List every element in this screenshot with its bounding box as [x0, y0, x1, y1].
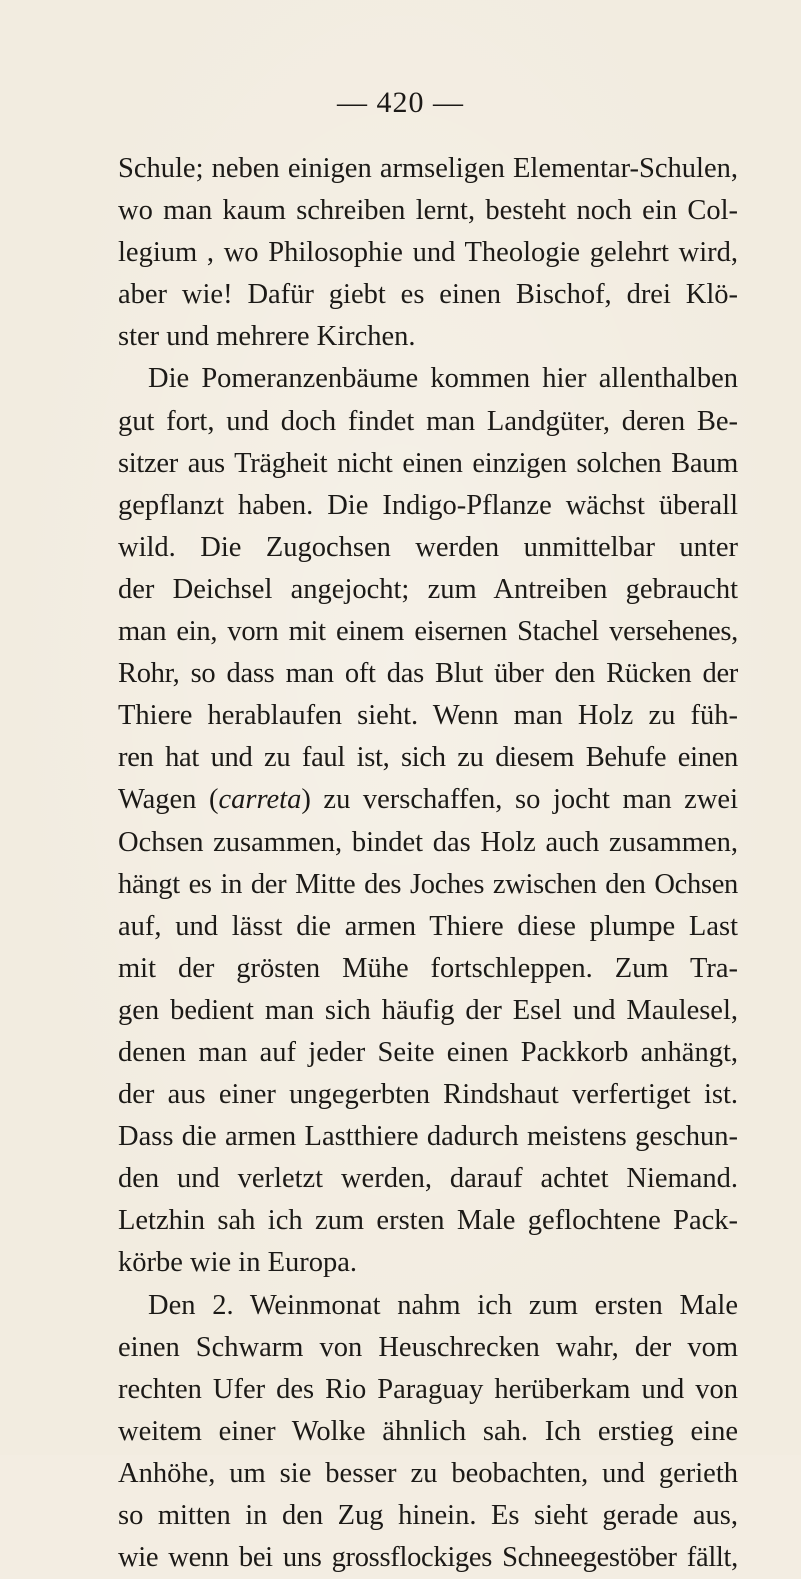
text-line: auf, und lässt die armen Thiere diese plumpe Last	[118, 910, 738, 942]
text-line: legium , wo Philosophie und Theologie gelehrt wird,	[118, 237, 738, 269]
italic-term: carreta	[218, 784, 302, 816]
body-text	[118, 148, 738, 1579]
text-line: der Deichsel angejocht; zum Antreiben gebraucht	[118, 573, 738, 605]
text-line: Die Pomeranzenbäume kommen hier allenthalben	[148, 363, 738, 395]
text-line: Den 2. Weinmonat nahm ich zum ersten Male	[148, 1289, 738, 1321]
text-line: gepflanzt haben. Die Indigo-Pflanze wächst überall	[118, 489, 738, 521]
text-line: wie wenn bei uns grossflockiges Schneegestöber fällt,	[118, 1542, 738, 1574]
text-line-with-italic	[118, 779, 738, 821]
text-line: der aus einer ungegerbten Rindshaut verfertiget ist.	[118, 1079, 738, 1111]
text-line: Anhöhe, um sie besser zu beobachten, und gerieth	[118, 1457, 738, 1489]
text-line: ren hat und zu faul ist, sich zu diesem Behufe einen	[118, 742, 738, 774]
text-line: so mitten in den Zug hinein. Es sieht gerade aus,	[118, 1500, 738, 1531]
text-line: aber wie! Dafür giebt es einen Bischof, drei Klö-	[118, 279, 738, 311]
page-number: — 420 —	[337, 86, 464, 119]
text-fragment: Wagen (	[118, 784, 219, 816]
text-line: körbe wie in Europa.	[118, 1247, 358, 1279]
text-line: hängt es in der Mitte des Joches zwischen den Ochsen	[118, 868, 738, 900]
text-line: den und verletzt werden, darauf achtet Niemand.	[118, 1163, 738, 1195]
text-line: Letzhin sah ich zum ersten Male geflochtene Pack-	[118, 1205, 738, 1237]
text-line: ster und mehrere Kirchen.	[118, 321, 416, 353]
text-line: weitem einer Wolke ähnlich sah. Ich erstieg eine	[118, 1415, 738, 1447]
text-line: Rohr, so dass man oft das Blut über den Rücken der	[118, 658, 738, 690]
text-line: wild. Die Zugochsen werden unmittelbar unter	[118, 531, 738, 563]
text-line: denen man auf jeder Seite einen Packkorb anhängt,	[118, 1036, 738, 1068]
text-line: Thiere herablaufen sieht. Wenn man Holz zu füh-	[118, 700, 738, 732]
text-line: einen Schwarm von Heuschrecken wahr, der vom	[118, 1331, 738, 1363]
text-line: Dass die armen Lastthiere dadurch meistens geschun-	[118, 1121, 738, 1153]
text-line: man ein, vorn mit einem eisernen Stachel versehenes,	[118, 616, 738, 648]
text-line: gen bedient man sich häufig der Esel und Maulesel,	[118, 994, 738, 1026]
text-line: rechten Ufer des Rio Paraguay herüberkam und von	[118, 1373, 738, 1405]
text-line: Schule; neben einigen armseligen Elementar-Schulen,	[118, 153, 738, 184]
text-line: mit der grösten Mühe fortschleppen. Zum Tra-	[118, 952, 738, 984]
text-line: Ochsen zusammen, bindet das Holz auch zusammen,	[118, 826, 738, 858]
text-fragment: ) zu verschaffen, so jocht man zwei	[301, 784, 738, 816]
text-line: sitzer aus Trägheit nicht einen einzigen solchen Baum	[118, 447, 738, 479]
text-line: gut fort, und doch findet man Landgüter, deren Be-	[118, 405, 738, 437]
text-line: wo man kaum schreiben lernt, besteht noch ein Col-	[118, 195, 738, 227]
